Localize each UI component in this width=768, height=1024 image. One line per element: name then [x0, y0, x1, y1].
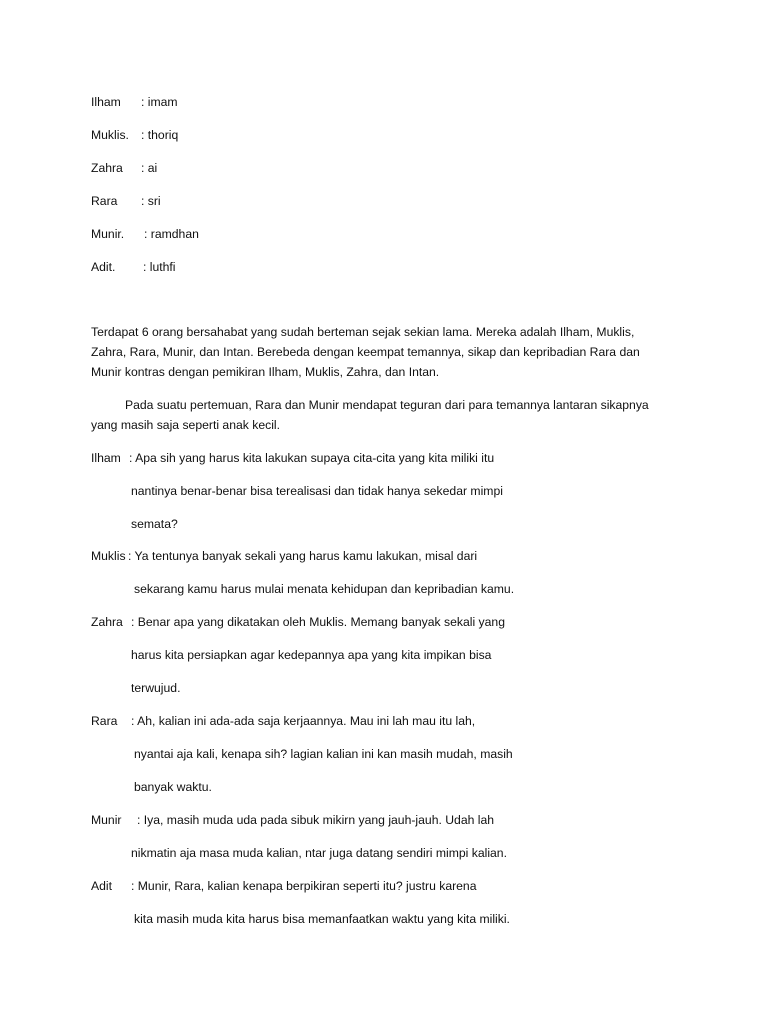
cast-name: Zahra	[91, 161, 123, 175]
dialogue-line: : Benar apa yang dikatakan oleh Muklis. Memang banyak sekali yang	[131, 615, 505, 629]
cast-role: : luthfi	[143, 260, 176, 274]
dialogue-line: : Munir, Rara, kalian kenapa berpikiran seperti itu? justru karena	[131, 879, 477, 893]
dialogue-line: sekarang kamu harus mulai menata kehidupan dan kepribadian kamu.	[134, 582, 515, 596]
dialogue-line: : Iya, masih muda uda pada sibuk mikirn yang jauh-jauh. Udah lah	[137, 813, 495, 827]
intro-line: Zahra, Rara, Munir, dan Intan. Berebeda dengan keempat temannya, sikap dan kepribadian Rara dan	[91, 345, 640, 359]
paragraph-line: yang masih saja seperti anak kecil.	[91, 418, 281, 432]
paragraph-line: Pada suatu pertemuan, Rara dan Munir mendapat teguran dari para temannya lantaran sikapnya	[125, 398, 649, 412]
cast-role: : thoriq	[141, 128, 179, 142]
speaker-name: Muklis	[91, 549, 126, 563]
dialogue-line: harus kita persiapkan agar kedepannya apa yang kita impikan bisa	[131, 648, 492, 662]
dialogue-line: : Ya tentunya banyak sekali yang harus kamu lakukan, misal dari	[128, 549, 478, 563]
intro-line: Munir kontras dengan pemikiran Ilham, Muklis, Zahra, dan Intan.	[91, 365, 440, 379]
dialogue-line: terwujud.	[131, 681, 181, 695]
dialogue-line: semata?	[131, 517, 178, 531]
cast-role: : imam	[141, 95, 178, 109]
dialogue-line: nikmatin aja masa muda kalian, ntar juga datang sendiri mimpi kalian.	[131, 846, 507, 860]
speaker-name: Rara	[91, 714, 118, 728]
dialogue-line: kita masih muda kita harus bisa memanfaatkan waktu yang kita miliki.	[134, 912, 510, 926]
cast-role: : ai	[141, 161, 158, 175]
intro-line: Terdapat 6 orang bersahabat yang sudah berteman sejak sekian lama. Mereka adalah Ilham, Muklis,	[91, 325, 635, 339]
dialogue-line: banyak waktu.	[134, 780, 212, 794]
cast-role: : ramdhan	[144, 227, 199, 241]
dialogue-line: : Apa sih yang harus kita lakukan supaya cita-cita yang kita miliki itu	[129, 451, 495, 465]
cast-name: Ilham	[91, 95, 121, 109]
speaker-name: Munir	[91, 813, 122, 827]
cast-role: : sri	[141, 194, 161, 208]
cast-name: Munir.	[91, 227, 125, 241]
cast-name: Muklis.	[91, 128, 129, 142]
speaker-name: Zahra	[91, 615, 123, 629]
cast-name: Rara	[91, 194, 118, 208]
dialogue-line: nyantai aja kali, kenapa sih? lagian kalian ini kan masih mudah, masih	[134, 747, 513, 761]
cast-name: Adit.	[91, 260, 116, 274]
speaker-name: Ilham	[91, 451, 121, 465]
speaker-name: Adit	[91, 879, 113, 893]
dialogue-line: nantinya benar-benar bisa terealisasi dan tidak hanya sekedar mimpi	[131, 484, 503, 498]
dialogue-line: : Ah, kalian ini ada-ada saja kerjaannya. Mau ini lah mau itu lah,	[131, 714, 476, 728]
